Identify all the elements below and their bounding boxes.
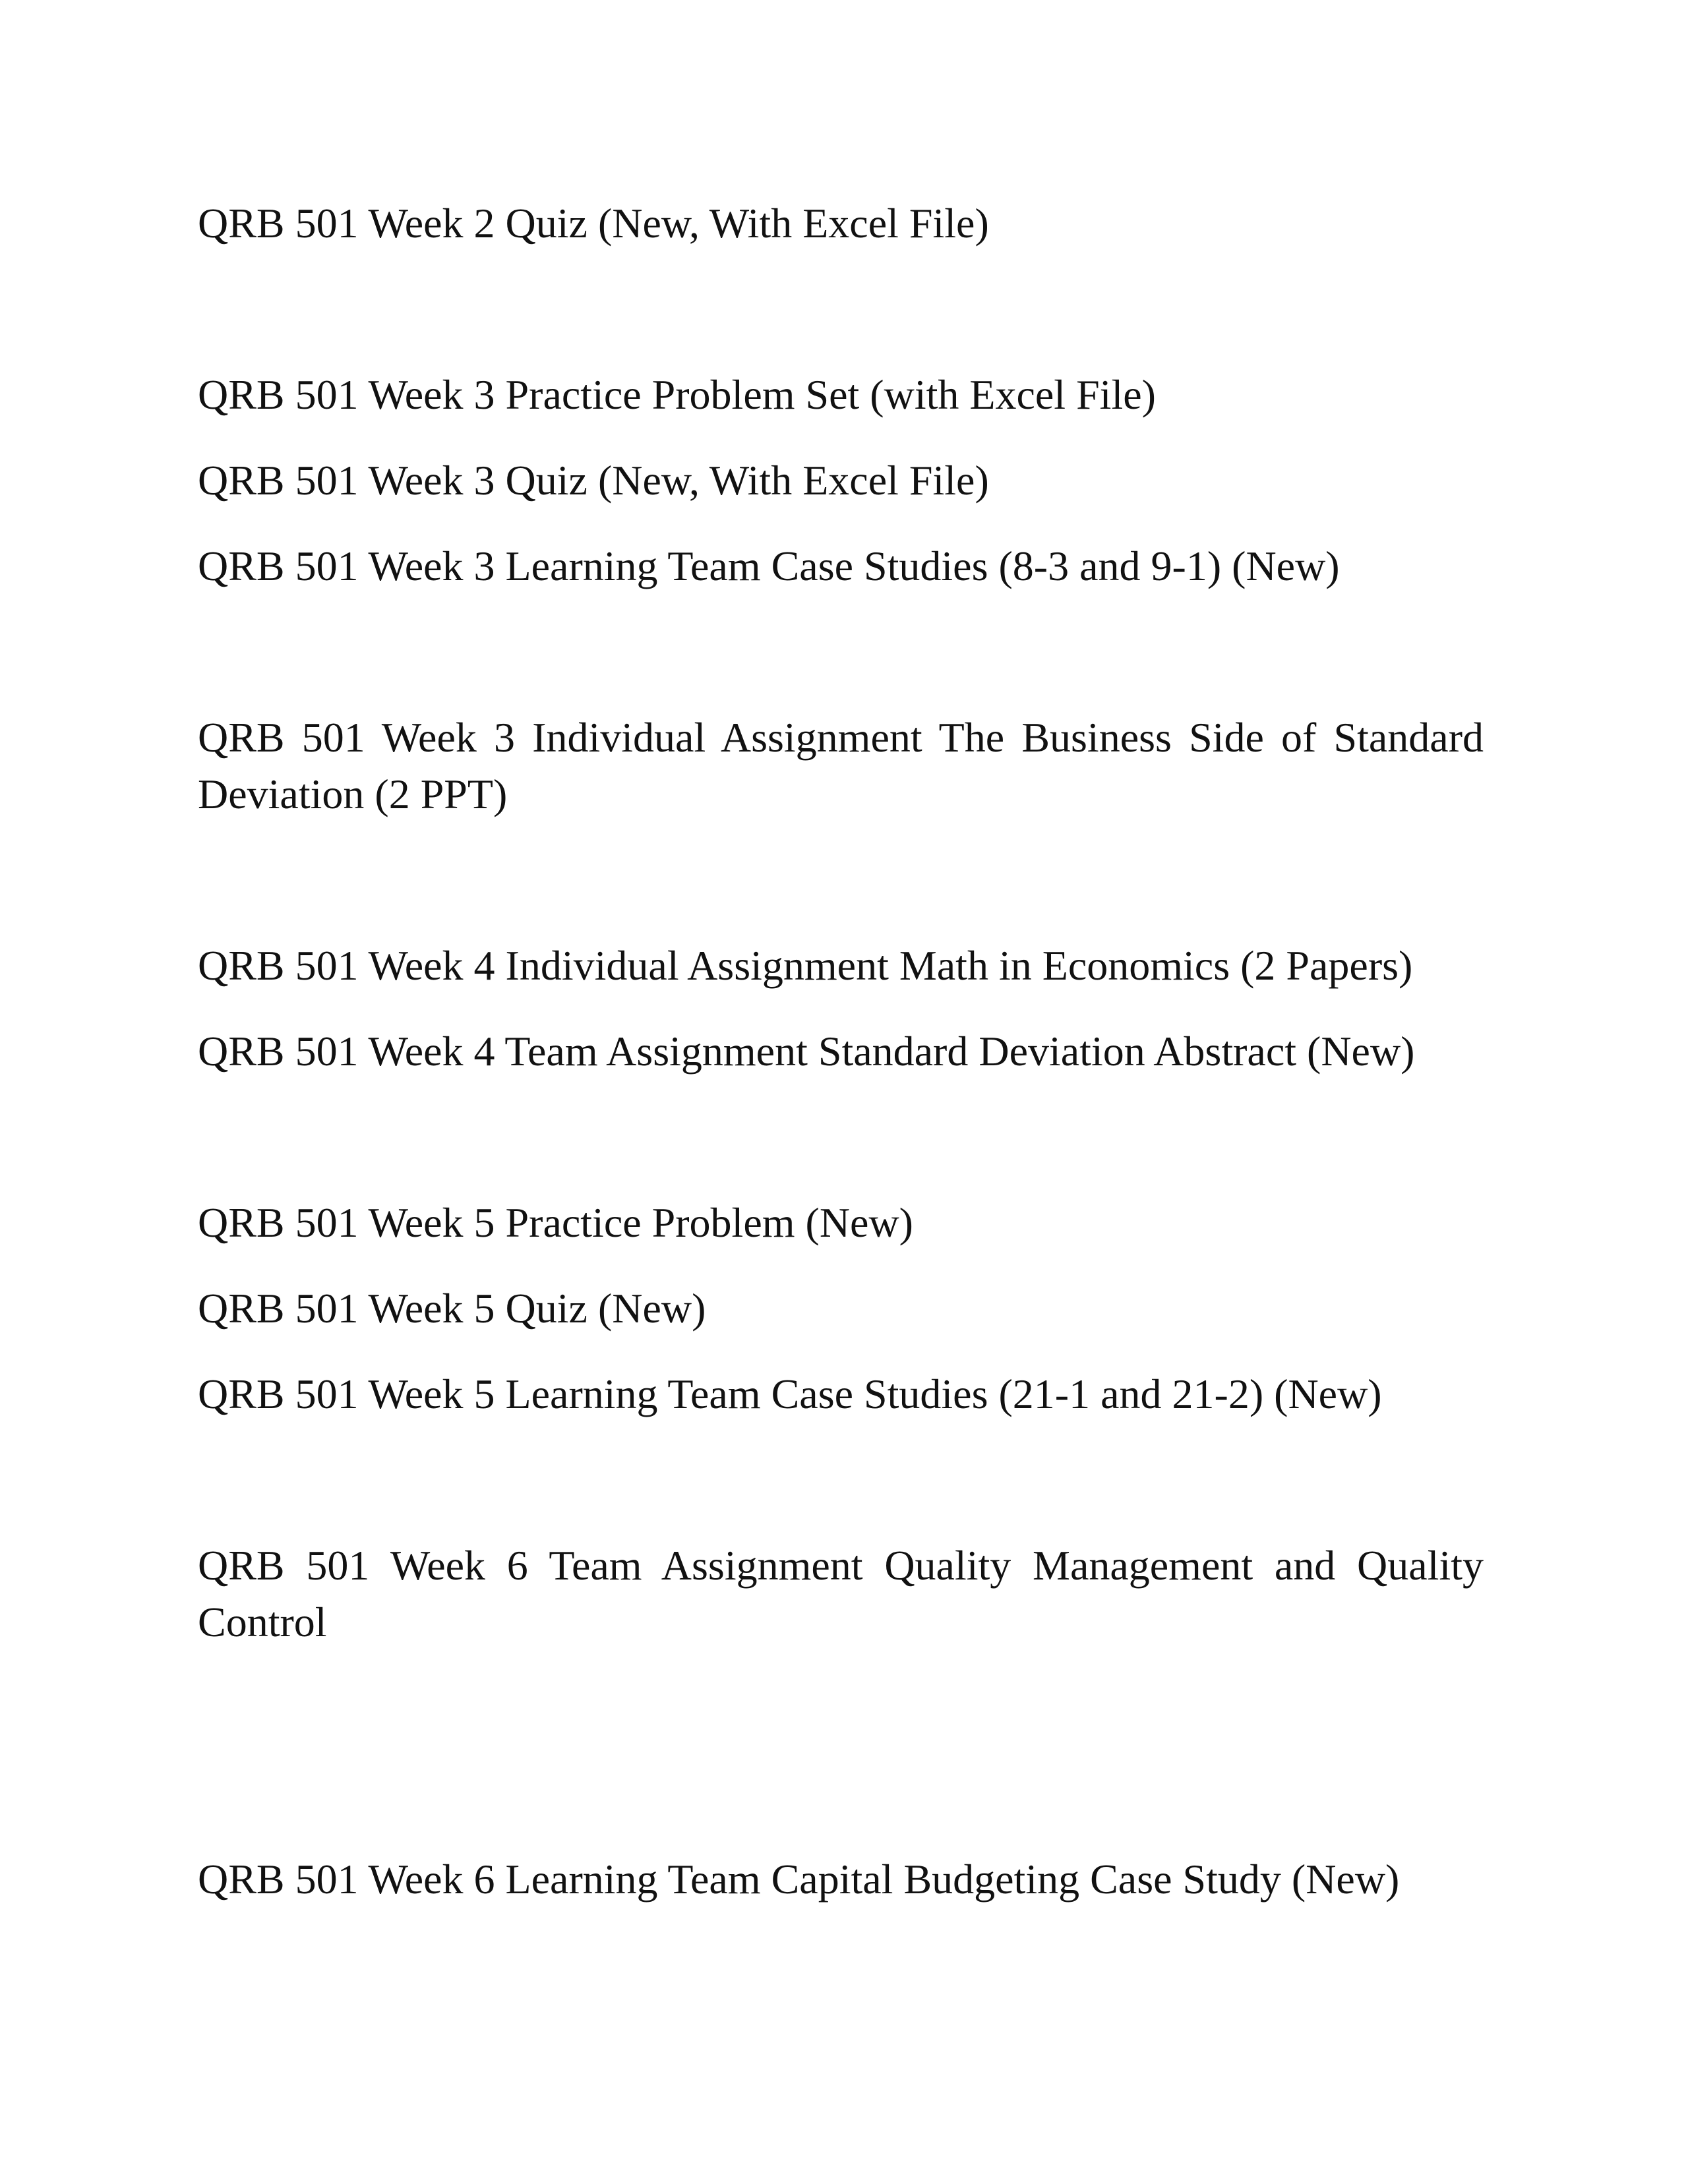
- document-entry: QRB 501 Week 5 Quiz (New): [198, 1285, 706, 1332]
- document-entry: QRB 501 Week 3 Learning Team Case Studies (8-3 and 9-1) (New): [198, 543, 1340, 589]
- document-entry: QRB 501 Week 6 Team Assignment Quality Management and Quality Control: [198, 1542, 1484, 1645]
- document-entry: QRB 501 Week 3 Practice Problem Set (with Excel File): [198, 371, 1156, 418]
- document-entry: QRB 501 Week 3 Individual Assignment The Business Side of Standard Deviation (2 PPT): [198, 714, 1484, 817]
- document-entry: QRB 501 Week 5 Learning Team Case Studies (21-1 and 21-2) (New): [198, 1371, 1382, 1417]
- document-entry: QRB 501 Week 6 Learning Team Capital Budgeting Case Study (New): [198, 1856, 1400, 1903]
- document-entry: QRB 501 Week 2 Quiz (New, With Excel File): [198, 200, 989, 247]
- document-entry: QRB 501 Week 4 Team Assignment Standard Deviation Abstract (New): [198, 1028, 1415, 1075]
- document-entry: QRB 501 Week 5 Practice Problem (New): [198, 1199, 913, 1246]
- document-entry: QRB 501 Week 4 Individual Assignment Math in Economics (2 Papers): [198, 942, 1413, 989]
- document-entry: QRB 501 Week 3 Quiz (New, With Excel File): [198, 457, 989, 504]
